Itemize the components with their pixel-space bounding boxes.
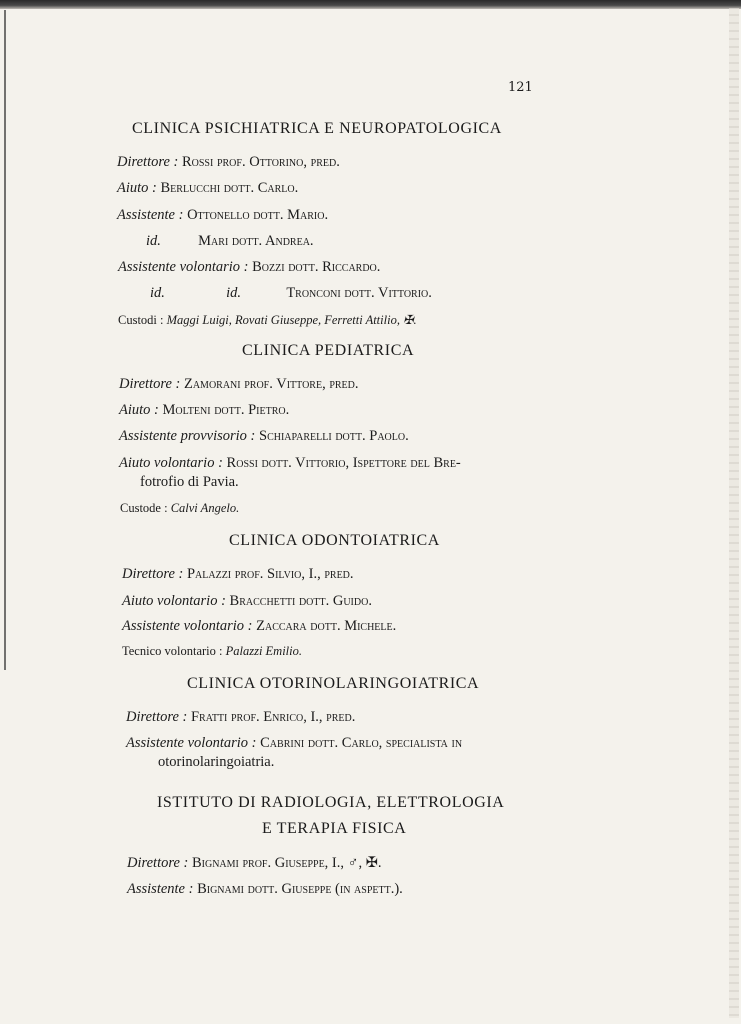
staff-name: Bignami prof. Giuseppe, I., ♂, ✠.	[191, 855, 382, 871]
role-label: Aiuto :	[119, 402, 159, 418]
role-label: Aiuto volontario :	[119, 455, 223, 471]
staff-row	[122, 618, 396, 635]
role-label: id.	[226, 285, 242, 301]
staff-row	[122, 593, 372, 610]
staff-row	[119, 376, 359, 393]
role-label: id.	[150, 285, 165, 301]
staff-name: Bracchetti dott. Guido.	[229, 593, 372, 609]
role-label: Direttore :	[119, 376, 181, 392]
section-title-radiologia: ISTITUTO DI RADIOLOGIA, ELETTROLOGIA	[157, 794, 505, 811]
role-label: Assistente volontario :	[118, 259, 249, 275]
scan-top-edge	[0, 0, 741, 9]
staff-name: Ottonello dott. Mario.	[187, 207, 329, 223]
staff-name: Zaccara dott. Michele.	[256, 618, 397, 634]
role-label: Direttore :	[122, 566, 184, 582]
custode-label: Custode :	[120, 501, 168, 515]
staff-row	[119, 455, 461, 472]
staff-name: Molteni dott. Pietro.	[162, 402, 290, 418]
role-label: Assistente volontario :	[122, 618, 253, 634]
staff-row	[150, 285, 432, 302]
scan-left-edge	[4, 10, 6, 670]
role-label: Direttore :	[127, 855, 189, 871]
staff-row	[117, 207, 328, 224]
staff-name: Berlucchi dott. Carlo.	[160, 180, 299, 196]
staff-name: Bignami dott. Giuseppe (in aspett.).	[197, 881, 403, 897]
staff-row	[126, 735, 462, 752]
staff-name: Palazzi prof. Silvio, I., pred.	[186, 566, 354, 582]
staff-name: Zamorani prof. Vittore, pred.	[183, 376, 359, 392]
staff-name: Tronconi dott. Vittorio.	[286, 285, 432, 301]
staff-row-continuation: otorinolaringoiatria.	[158, 754, 275, 770]
custodi-names: Maggi Luigi, Rovati Giuseppe, Ferretti Attilio, ✠.	[166, 313, 417, 327]
section-subtitle-radiologia: E TERAPIA FISICA	[262, 820, 407, 837]
section-title-otorino: CLINICA OTORINOLARINGOIATRICA	[187, 675, 480, 692]
staff-name: Bozzi dott. Riccardo.	[252, 259, 381, 275]
staff-row	[119, 402, 289, 419]
staff-row	[122, 566, 354, 583]
tecnico-row	[122, 644, 302, 659]
section-title-pediatrica: CLINICA PEDIATRICA	[242, 342, 415, 359]
role-label: Assistente :	[117, 207, 184, 223]
custode-row	[120, 501, 239, 516]
staff-row	[127, 855, 382, 872]
staff-row	[126, 709, 355, 726]
page-number: 121	[508, 80, 533, 95]
staff-name: Schiaparelli dott. Paolo.	[259, 428, 409, 444]
role-label: Assistente :	[127, 881, 194, 897]
tecnico-label: Tecnico volontario :	[122, 644, 223, 658]
staff-row	[146, 233, 314, 250]
staff-row	[117, 154, 340, 171]
role-label: Direttore :	[117, 154, 179, 170]
custodi-label: Custodi :	[118, 313, 164, 327]
tecnico-name: Palazzi Emilio.	[225, 644, 303, 658]
staff-row	[127, 881, 403, 898]
scan-right-edge	[729, 8, 739, 1018]
role-label: Aiuto :	[117, 180, 157, 196]
staff-row	[117, 180, 298, 197]
staff-row	[119, 428, 409, 445]
staff-row	[118, 259, 380, 276]
staff-name: Rossi prof. Ottorino, pred.	[181, 154, 340, 170]
role-label: Assistente volontario :	[126, 735, 257, 751]
staff-name: Fratti prof. Enrico, I., pred.	[190, 709, 356, 725]
staff-name: Mari dott. Andrea.	[198, 233, 314, 249]
role-label: id.	[146, 233, 161, 249]
role-label: Direttore :	[126, 709, 188, 725]
staff-name: Cabrini dott. Carlo, specialista in	[260, 735, 463, 751]
staff-row-continuation: fotrofio di Pavia.	[140, 474, 239, 490]
role-label: Assistente provvisorio :	[119, 428, 256, 444]
custode-name: Calvi Angelo.	[170, 501, 240, 515]
section-title-odontoiatrica: CLINICA ODONTOIATRICA	[229, 532, 440, 549]
custodi-row	[118, 312, 417, 328]
role-label: Aiuto volontario :	[122, 593, 226, 609]
staff-name: Rossi dott. Vittorio, Ispettore del Bre-	[226, 455, 461, 471]
section-title-psichiatrica: CLINICA PSICHIATRICA E NEUROPATOLOGICA	[132, 120, 502, 137]
